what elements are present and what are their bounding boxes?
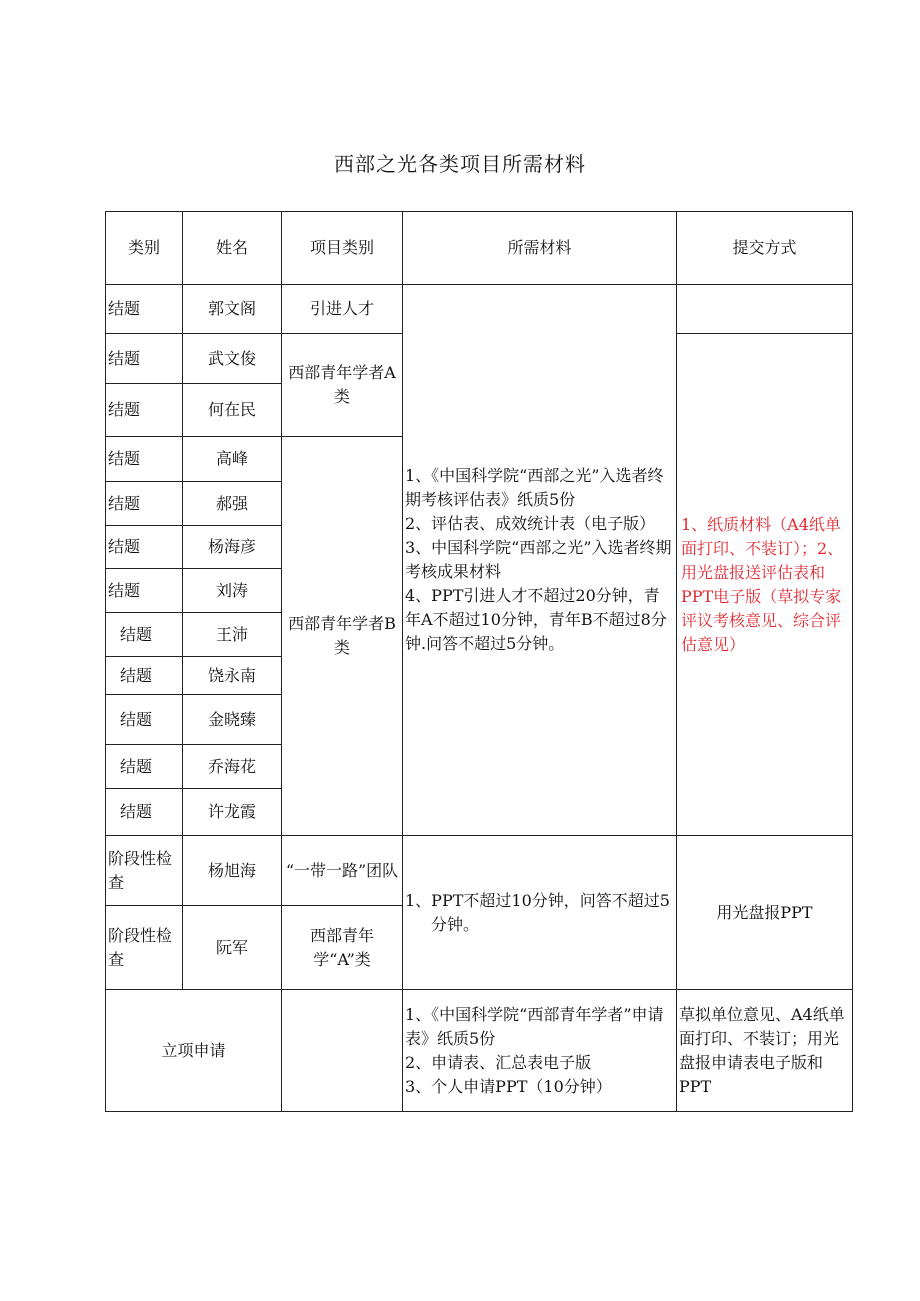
final-submission-cell: 1、纸质材料（A4纸单面打印、不装订）；2、用光盘报送评估表和PPT电子版（草拟专家评议考核意见、综合评估意见） [677, 334, 853, 836]
category-cell: 阶段性检查 [106, 906, 183, 990]
project-type-cell: 引进人才 [282, 285, 403, 334]
header-name: 姓名 [183, 212, 282, 285]
material-line: 3、个人申请PPT（10分钟） [405, 1076, 612, 1096]
stage-materials-cell [403, 836, 677, 990]
name-cell: 杨海彦 [183, 526, 282, 569]
name-cell: 郭文阁 [183, 285, 282, 334]
apply-project-type-cell [282, 990, 403, 1112]
page-title: 西部之光各类项目所需材料 [334, 152, 586, 176]
material-line: 3、中国科学院“西部之光”入选者终期考核成果材料 [405, 538, 672, 581]
category-cell: 结题 [106, 526, 183, 569]
header-project-type: 项目类别 [282, 212, 403, 285]
name-cell: 金晓臻 [183, 695, 282, 745]
name-cell: 乔海花 [183, 745, 282, 789]
project-type-cell: 西部青年学者B类 [282, 437, 403, 836]
category-cell: 结题 [106, 613, 183, 657]
category-cell: 结题 [106, 745, 183, 789]
material-line: 1、《中国科学院“西部之光”入选者终期考核评估表》纸质5份 [405, 466, 664, 509]
apply-materials-cell [403, 990, 677, 1112]
category-cell: 阶段性检查 [106, 836, 183, 906]
materials-table [105, 211, 853, 1112]
name-cell: 饶永南 [183, 657, 282, 695]
material-line: 4、PPT引进人才不超过20分钟，青年A不超过10分钟，青年B不超过8分钟.问答不超过5分钟。 [405, 586, 667, 653]
category-cell: 结题 [106, 789, 183, 836]
name-cell: 高峰 [183, 437, 282, 482]
category-cell: 结题 [106, 657, 183, 695]
apply-category-cell: 立项申请 [106, 990, 282, 1112]
category-cell: 结题 [106, 334, 183, 384]
name-cell: 王沛 [183, 613, 282, 657]
name-cell: 刘涛 [183, 569, 282, 613]
header-submission: 提交方式 [677, 212, 853, 285]
submission-empty-cell [677, 285, 853, 334]
name-cell: 武文俊 [183, 334, 282, 384]
material-line: 1、《中国科学院“西部青年学者”申请表》纸质5份 [405, 1004, 664, 1048]
name-cell: 郝强 [183, 482, 282, 526]
header-row [106, 212, 853, 285]
name-cell: 何在民 [183, 384, 282, 437]
material-line: 1、PPT不超过10分钟，问答不超过5分钟。 [405, 890, 670, 934]
table-row [106, 836, 853, 906]
material-line: 2、申请表、汇总表电子版 [405, 1052, 592, 1072]
header-category: 类别 [106, 212, 183, 285]
header-materials: 所需材料 [403, 212, 677, 285]
table-row [106, 990, 853, 1112]
apply-submission-cell: 草拟单位意见、A4纸单面打印、不装订；用光盘报申请表电子版和PPT [677, 990, 853, 1112]
category-cell: 结题 [106, 384, 183, 437]
category-cell: 结题 [106, 695, 183, 745]
final-materials-cell [403, 285, 677, 836]
category-cell: 结题 [106, 569, 183, 613]
category-cell: 结题 [106, 482, 183, 526]
project-type-cell: 西部青年学者A类 [282, 334, 403, 437]
stage-submission-cell: 用光盘报PPT [677, 836, 853, 990]
project-type-cell: 西部青年学“A”类 [282, 906, 403, 990]
project-type-cell: “一带一路”团队 [282, 836, 403, 906]
category-cell: 结题 [106, 285, 183, 334]
name-cell: 许龙霞 [183, 789, 282, 836]
name-cell: 杨旭海 [183, 836, 282, 906]
table-row [106, 285, 853, 334]
category-cell: 结题 [106, 437, 183, 482]
name-cell: 阮军 [183, 906, 282, 990]
material-line: 2、评估表、成效统计表（电子版） [405, 514, 656, 533]
